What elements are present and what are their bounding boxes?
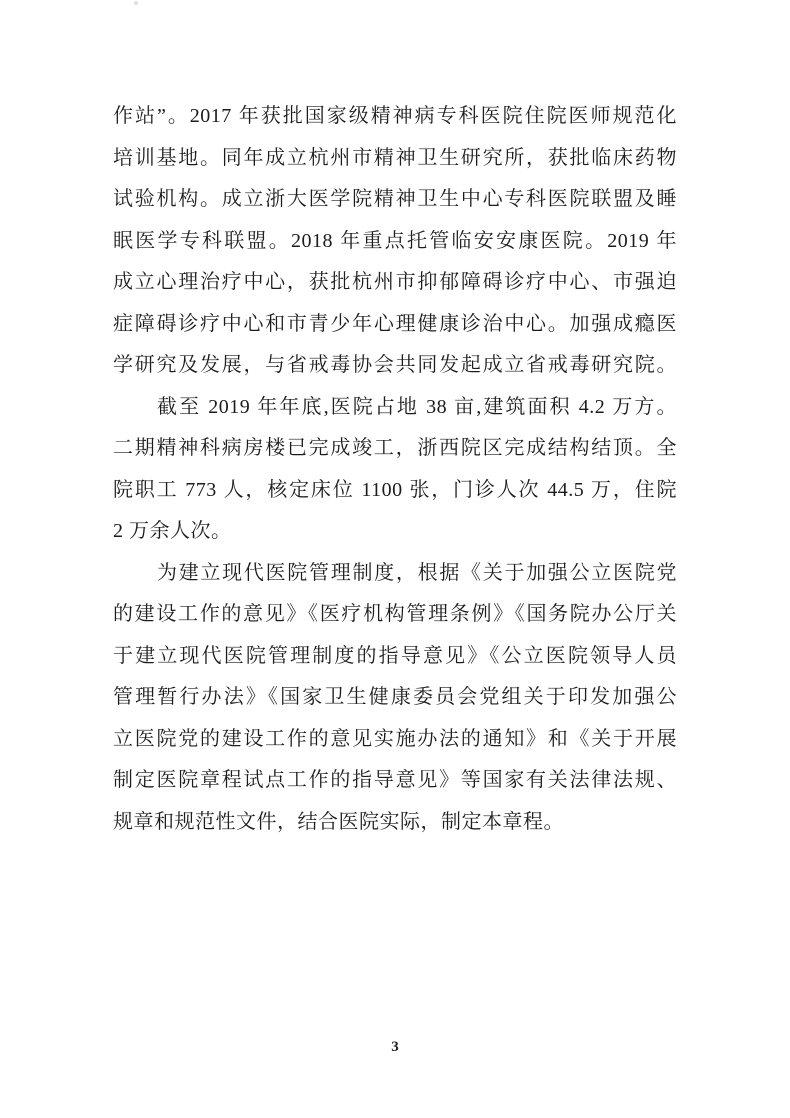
paragraph-history (113, 96, 677, 387)
text-line: 截至 2019 年年底,医院占地 38 亩,建筑面积 4.2 万方。 (157, 395, 677, 418)
text-line: 二期精神科病房楼已完成竣工，浙西院区完成结构结顶。全 (113, 437, 677, 459)
page-number: 3 (391, 1039, 399, 1055)
text-line: 培训基地。同年成立杭州市精神卫生研究所，获批临床药物 (113, 146, 677, 169)
text-line: 规章和规范性文件，结合医院实际，制定本章程。 (113, 810, 564, 833)
scan-artifact-speck (134, 1, 138, 5)
text-line: 管理暂行办法》《国家卫生健康委员会党组关于印发加强公 (113, 686, 677, 708)
text-line: 制定医院章程试点工作的指导意见》等国家有关法律法规、 (113, 769, 677, 791)
text-line: 成立心理治疗中心，获批杭州市抑郁障碍诊疗中心、市强迫 (113, 271, 677, 293)
text-line: 于建立现代医院管理制度的指导意见》《公立医院领导人员 (113, 644, 677, 667)
page-footer (0, 1038, 790, 1056)
paragraph-legal-basis (113, 553, 677, 844)
text-line: 症障碍诊疗中心和市青少年心理健康诊治中心。加强成瘾医 (113, 312, 677, 335)
text-line: 为建立现代医院管理制度，根据《关于加强公立医院党 (157, 561, 677, 584)
text-line: 眠医学专科联盟。2018 年重点托管临安安康医院。2019 年 (113, 229, 677, 252)
document-body (113, 96, 677, 843)
text-line: 作站”。2017 年获批国家级精神病专科医院住院医师规范化 (113, 105, 677, 127)
text-line: 试验机构。成立浙大医学院精神卫生中心专科医院联盟及睡 (113, 188, 677, 210)
text-line: 2 万余人次。 (113, 520, 232, 542)
text-line: 院职工 773 人，核定床位 1100 张，门诊人次 44.5 万，住院 (113, 478, 677, 501)
text-line: 立医院党的建设工作的意见实施办法的通知》和《关于开展 (113, 727, 677, 750)
text-line: 学研究及发展，与省戒毒协会共同发起成立省戒毒研究院。 (113, 354, 677, 376)
text-line: 的建设工作的意见》《医疗机构管理条例》《国务院办公厅关 (113, 603, 677, 625)
paragraph-statistics (113, 387, 677, 553)
